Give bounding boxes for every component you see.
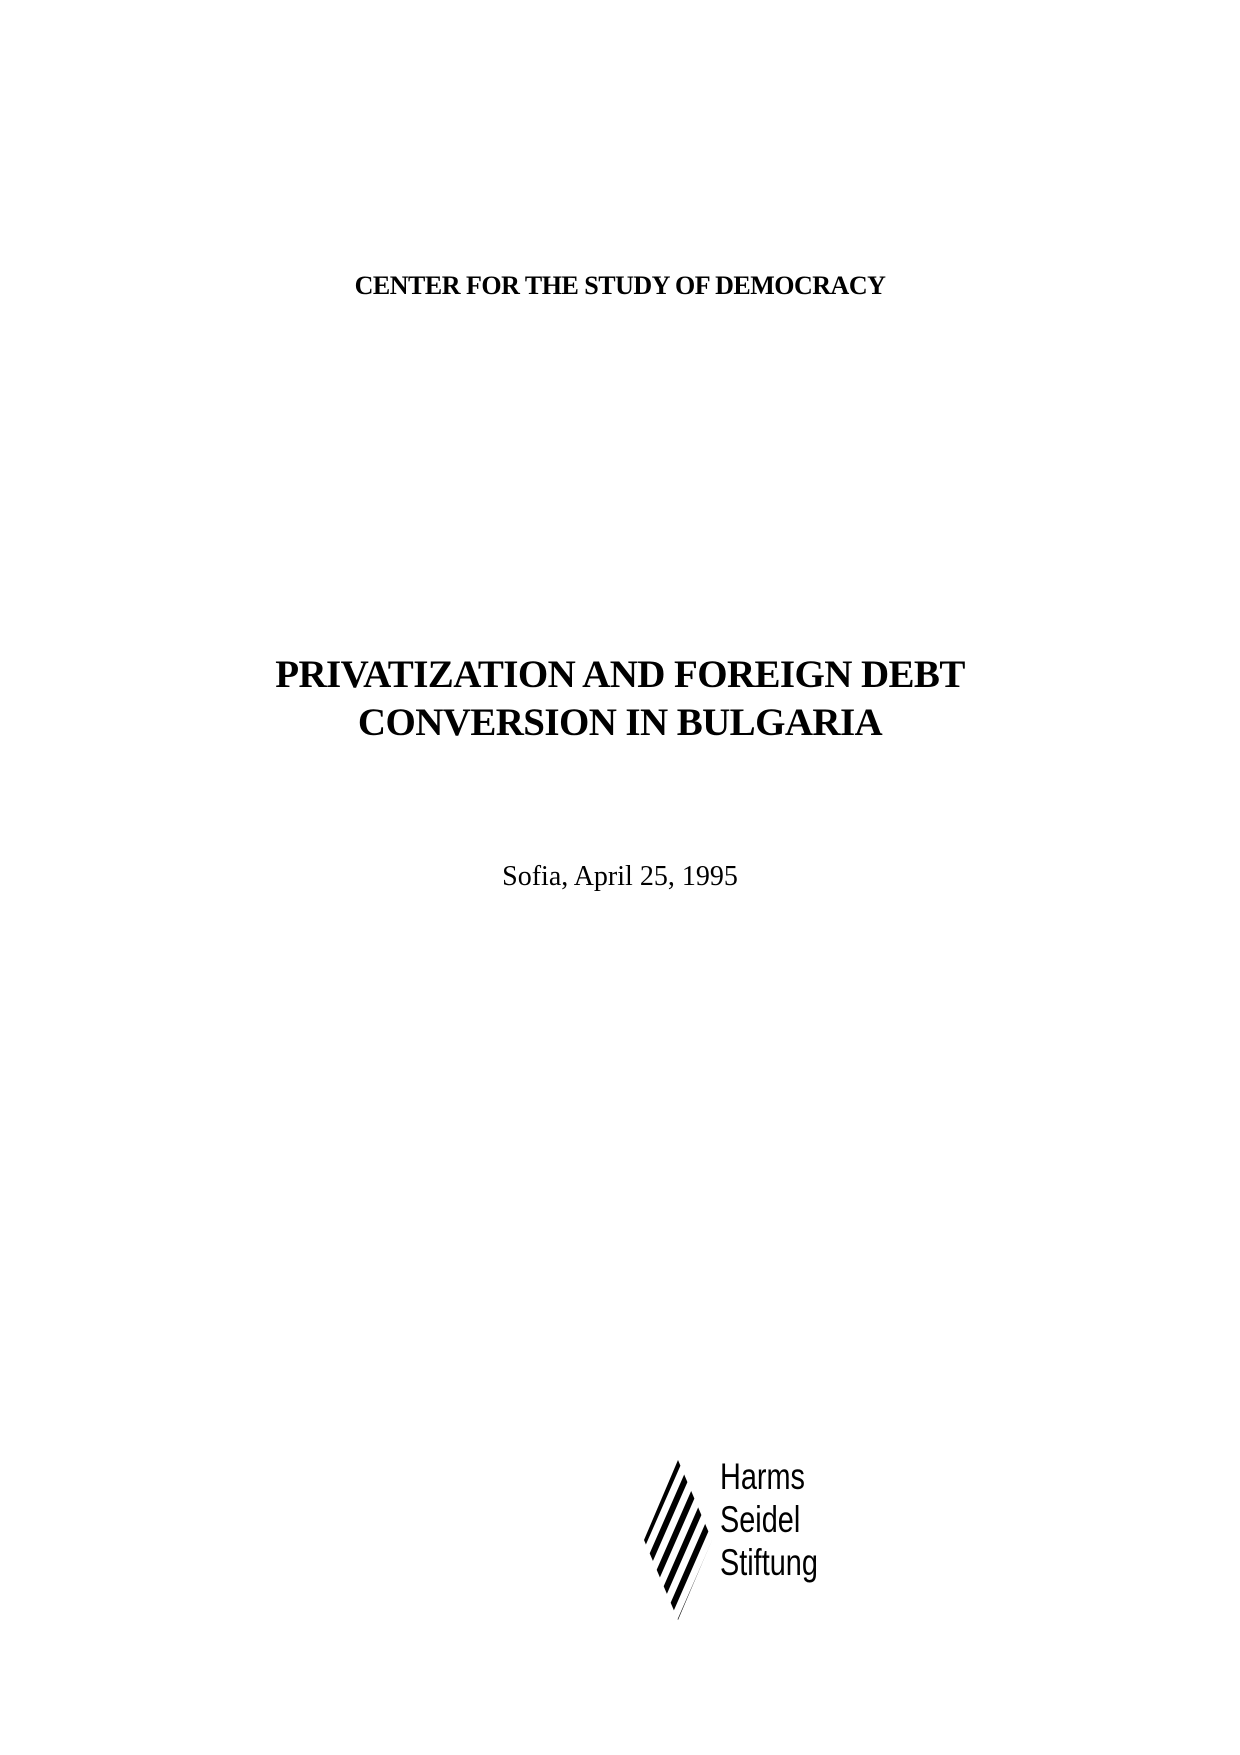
publisher-logo (640, 1456, 870, 1620)
place-and-date: Sofia, April 25, 1995 (502, 861, 738, 892)
logo-name-line-1: Harms (720, 1456, 805, 1497)
document-title (0, 651, 1240, 747)
logo-name-line-2: Seidel (720, 1499, 801, 1540)
logo-wordmark (720, 1455, 818, 1584)
organization-name: CENTER FOR THE STUDY OF DEMOCRACY (354, 271, 886, 300)
striped-diamond-logo-icon (644, 1460, 712, 1620)
title-line-2: CONVERSION IN BULGARIA (357, 701, 883, 744)
title-line-1: PRIVATIZATION AND FOREIGN DEBT (275, 653, 965, 696)
logo-name-line-3: Stiftung (720, 1542, 818, 1583)
